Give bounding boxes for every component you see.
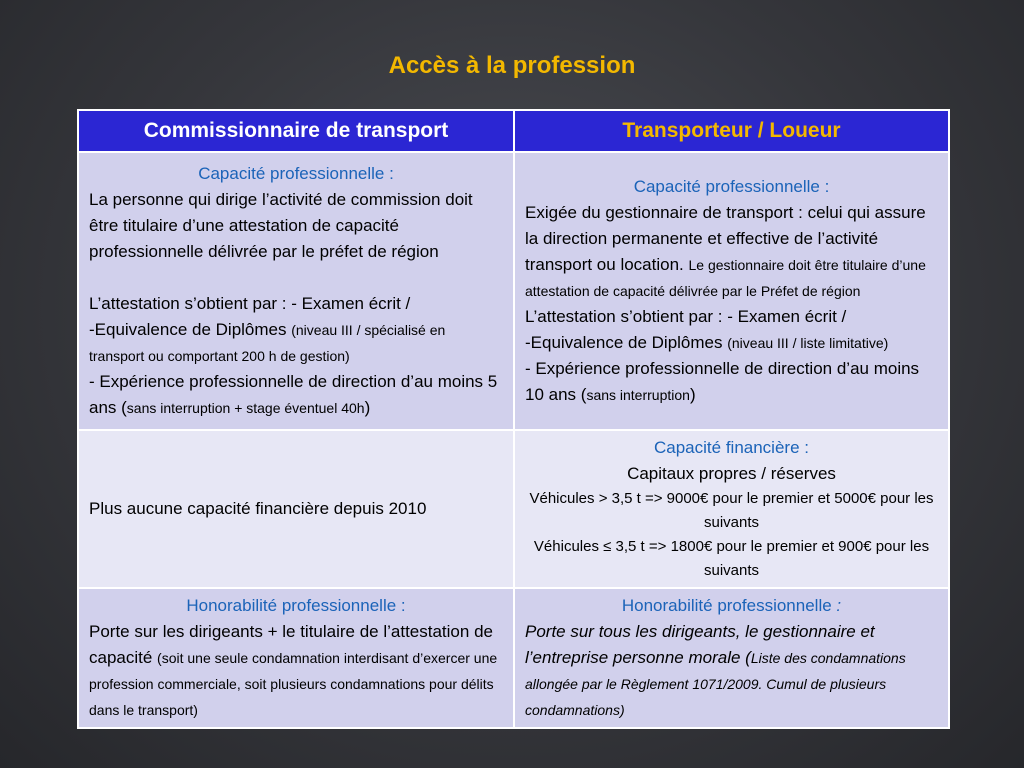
cell-paragraph: Exigée du gestionnaire de transport : celui qui assure la direction permanente et effective de l’activité transport ou location. Le gestionnaire doit être titulaire d’une attestation de capacité délivrée par le Préfet de région [525, 203, 926, 299]
cell-paragraph: -Equivalence de Diplômes (niveau III / liste limitative) [525, 333, 889, 352]
cell-commissionnaire-capacite [78, 152, 514, 430]
row-capacite-financiere [78, 430, 949, 588]
comparison-table [77, 109, 950, 729]
cell-transporteur-capacite [514, 152, 949, 430]
cell-transporteur-financiere [514, 430, 949, 588]
cell-paragraph: -Equivalence de Diplômes (niveau III / spécialisé en transport ou comportant 200 h de gestion) [89, 320, 446, 364]
cell-heading: Capacité professionnelle : [198, 164, 394, 183]
row-capacite-professionnelle [78, 152, 949, 430]
cell-paragraph: Porte sur tous les dirigeants, le gestionnaire et l’entreprise personne morale (Liste des condamnations allongée par le Règlement 1071/2009. Cumul de plusieurs condamnations) [525, 622, 906, 718]
cell-heading: Capacité financière : [654, 438, 809, 457]
row-honorabilite [78, 588, 949, 728]
cell-paragraph: Porte sur les dirigeants + le titulaire de l’attestation de capacité (soit une seule condamnation interdisant d’exercer une profession commerciale, soit plusieurs condamnations pour délits dans le transport) [89, 622, 498, 718]
cell-transporteur-honorabilite [514, 588, 949, 728]
header-row [78, 110, 949, 152]
cell-paragraph: L’attestation s’obtient par : - Examen écrit / [89, 294, 411, 313]
header-transporteur: Transporteur / Loueur [514, 110, 949, 152]
cell-heading: Honorabilité professionnelle : [621, 596, 842, 615]
cell-paragraph: Plus aucune capacité financière depuis 2010 [89, 499, 427, 518]
cell-paragraph: Capitaux propres / réserves [627, 464, 836, 483]
cell-paragraph: Véhicules > 3,5 t => 9000€ pour le premier et 5000€ pour les suivants [529, 490, 934, 531]
cell-paragraph: - Expérience professionnelle de direction d’au moins 10 ans (sans interruption) [525, 359, 920, 404]
header-commissionnaire: Commissionnaire de transport [78, 110, 514, 152]
cell-paragraph: L’attestation s’obtient par : - Examen écrit / [525, 307, 847, 326]
cell-heading: Capacité professionnelle : [633, 177, 830, 196]
cell-paragraph: - Expérience professionnelle de direction d’au moins 5 ans (sans interruption + stage éventuel 40h) [89, 372, 498, 417]
cell-commissionnaire-honorabilite [78, 588, 514, 728]
cell-paragraph: Véhicules ≤ 3,5 t => 1800€ pour le premier et 900€ pour les suivants [533, 538, 930, 579]
slide-title: Accès à la profession [388, 52, 636, 79]
cell-heading: Honorabilité professionnelle : [186, 596, 406, 615]
cell-commissionnaire-financiere [78, 430, 514, 588]
cell-paragraph: La personne qui dirige l’activité de commission doit être titulaire d’une attestation de capacité professionnelle délivrée par le préfet de région [89, 190, 473, 261]
